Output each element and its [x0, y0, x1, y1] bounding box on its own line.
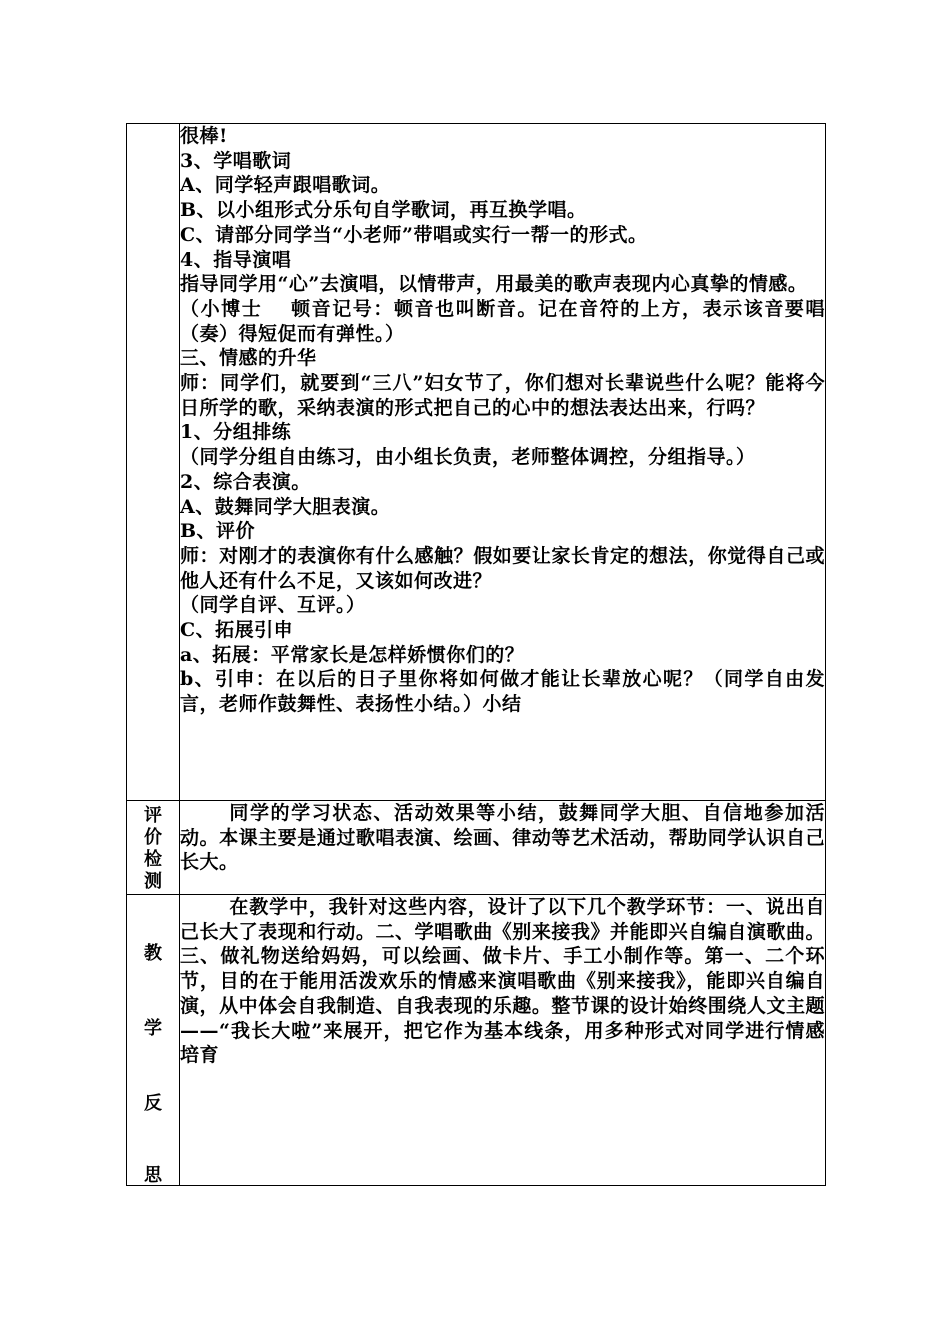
process-line: 4、指导演唱: [180, 248, 292, 271]
evaluation-label-cell: [127, 801, 180, 895]
process-line: （小博士 顿音记号：顿音也叫断音。记在音符的上方，表示该音要唱（奏）得短促而有弹性。）: [180, 297, 825, 345]
process-line: A、同学轻声跟唱歌词。: [180, 174, 391, 197]
process-line: 三、情感的升华: [180, 347, 317, 370]
process-line: （同学自评、互评。）: [180, 594, 366, 617]
process-line: C、请部分同学当“小老师”带唱或实行一帮一的形式。: [180, 223, 648, 246]
process-line: b、引申：在以后的日子里你将如何做才能让长辈放心呢？（同学自由发言，老师作鼓舞性、表扬性小结。）小结: [180, 668, 825, 716]
evaluation-row: [127, 801, 826, 895]
process-line: 指导同学用“心”去演唱，以情带声，用最美的歌声表现内心真挚的情感。: [180, 273, 808, 296]
teaching-process-row: [127, 124, 826, 801]
process-line: C、拓展引申: [180, 619, 294, 642]
lesson-plan-table: [126, 123, 826, 1186]
evaluation-label-char: 检: [144, 849, 162, 870]
evaluation-label-char: 评: [144, 805, 162, 826]
process-line: （同学分组自由练习，由小组长负责，老师整体调控，分组指导。）: [180, 446, 756, 469]
reflection-label-cell: [127, 895, 180, 1186]
process-label-cell: [127, 124, 180, 801]
process-content-cell: [180, 124, 826, 801]
process-line: 师：同学们，就要到“三八”妇女节了，你们想对长辈说些什么呢？能将今日所学的歌，采纳表演的形式把自己的心中的想法表达出来，行吗？: [180, 372, 825, 419]
process-line: 2、综合表演。: [180, 470, 311, 493]
reflection-label-char: 教: [144, 943, 162, 964]
process-line: 1、分组排练: [180, 421, 292, 444]
reflection-content-cell: [180, 895, 826, 1186]
process-line: 3、学唱歌词: [180, 149, 292, 172]
process-line: B、评价: [180, 520, 256, 543]
process-line: 师：对刚才的表演你有什么感触？假如要让家长肯定的想法，你觉得自己或他人还有什么不足，又该如何改进？: [180, 544, 825, 592]
reflection-label-char: 学: [144, 1018, 162, 1039]
process-line: a、拓展：平常家长是怎样娇惯你们的？: [180, 643, 525, 666]
evaluation-label-char: 测: [144, 871, 162, 892]
reflection-row: [127, 895, 826, 1186]
reflection-label-char: 反: [144, 1093, 162, 1114]
process-line: 很棒!: [180, 125, 228, 147]
evaluation-text: 同学的学习状态、活动效果等小结，鼓舞同学大胆、自信地参加活动。本课主要是通过歌唱表演、绘画、律动等艺术活动，帮助同学认识自己长大。: [180, 802, 825, 874]
process-line: B、以小组形式分乐句自学歌词，再互换学唱。: [180, 199, 587, 222]
evaluation-content-cell: [180, 801, 826, 895]
evaluation-label-char: 价: [144, 827, 162, 848]
reflection-label-char: 思: [144, 1165, 162, 1186]
reflection-text: 在教学中，我针对这些内容，设计了以下几个教学环节：一、说出自己长大了表现和行动。二、学唱歌曲《别来接我》并能即兴自编自演歌曲。三、做礼物送给妈妈，可以绘画、做卡片、手工小制作等。第一、二个环节，目的在于能用活泼欢乐的情感来演唱歌曲《别来接我》，能即兴自编自演，从中体会自我制造、自我表现的乐趣。整节课的设计始终围绕人文主题——“我长大啦”来展开，把它作为基本线条，用多种形式对同学进行情感培育: [180, 896, 825, 1067]
process-line: A、鼓舞同学大胆表演。: [180, 495, 391, 518]
